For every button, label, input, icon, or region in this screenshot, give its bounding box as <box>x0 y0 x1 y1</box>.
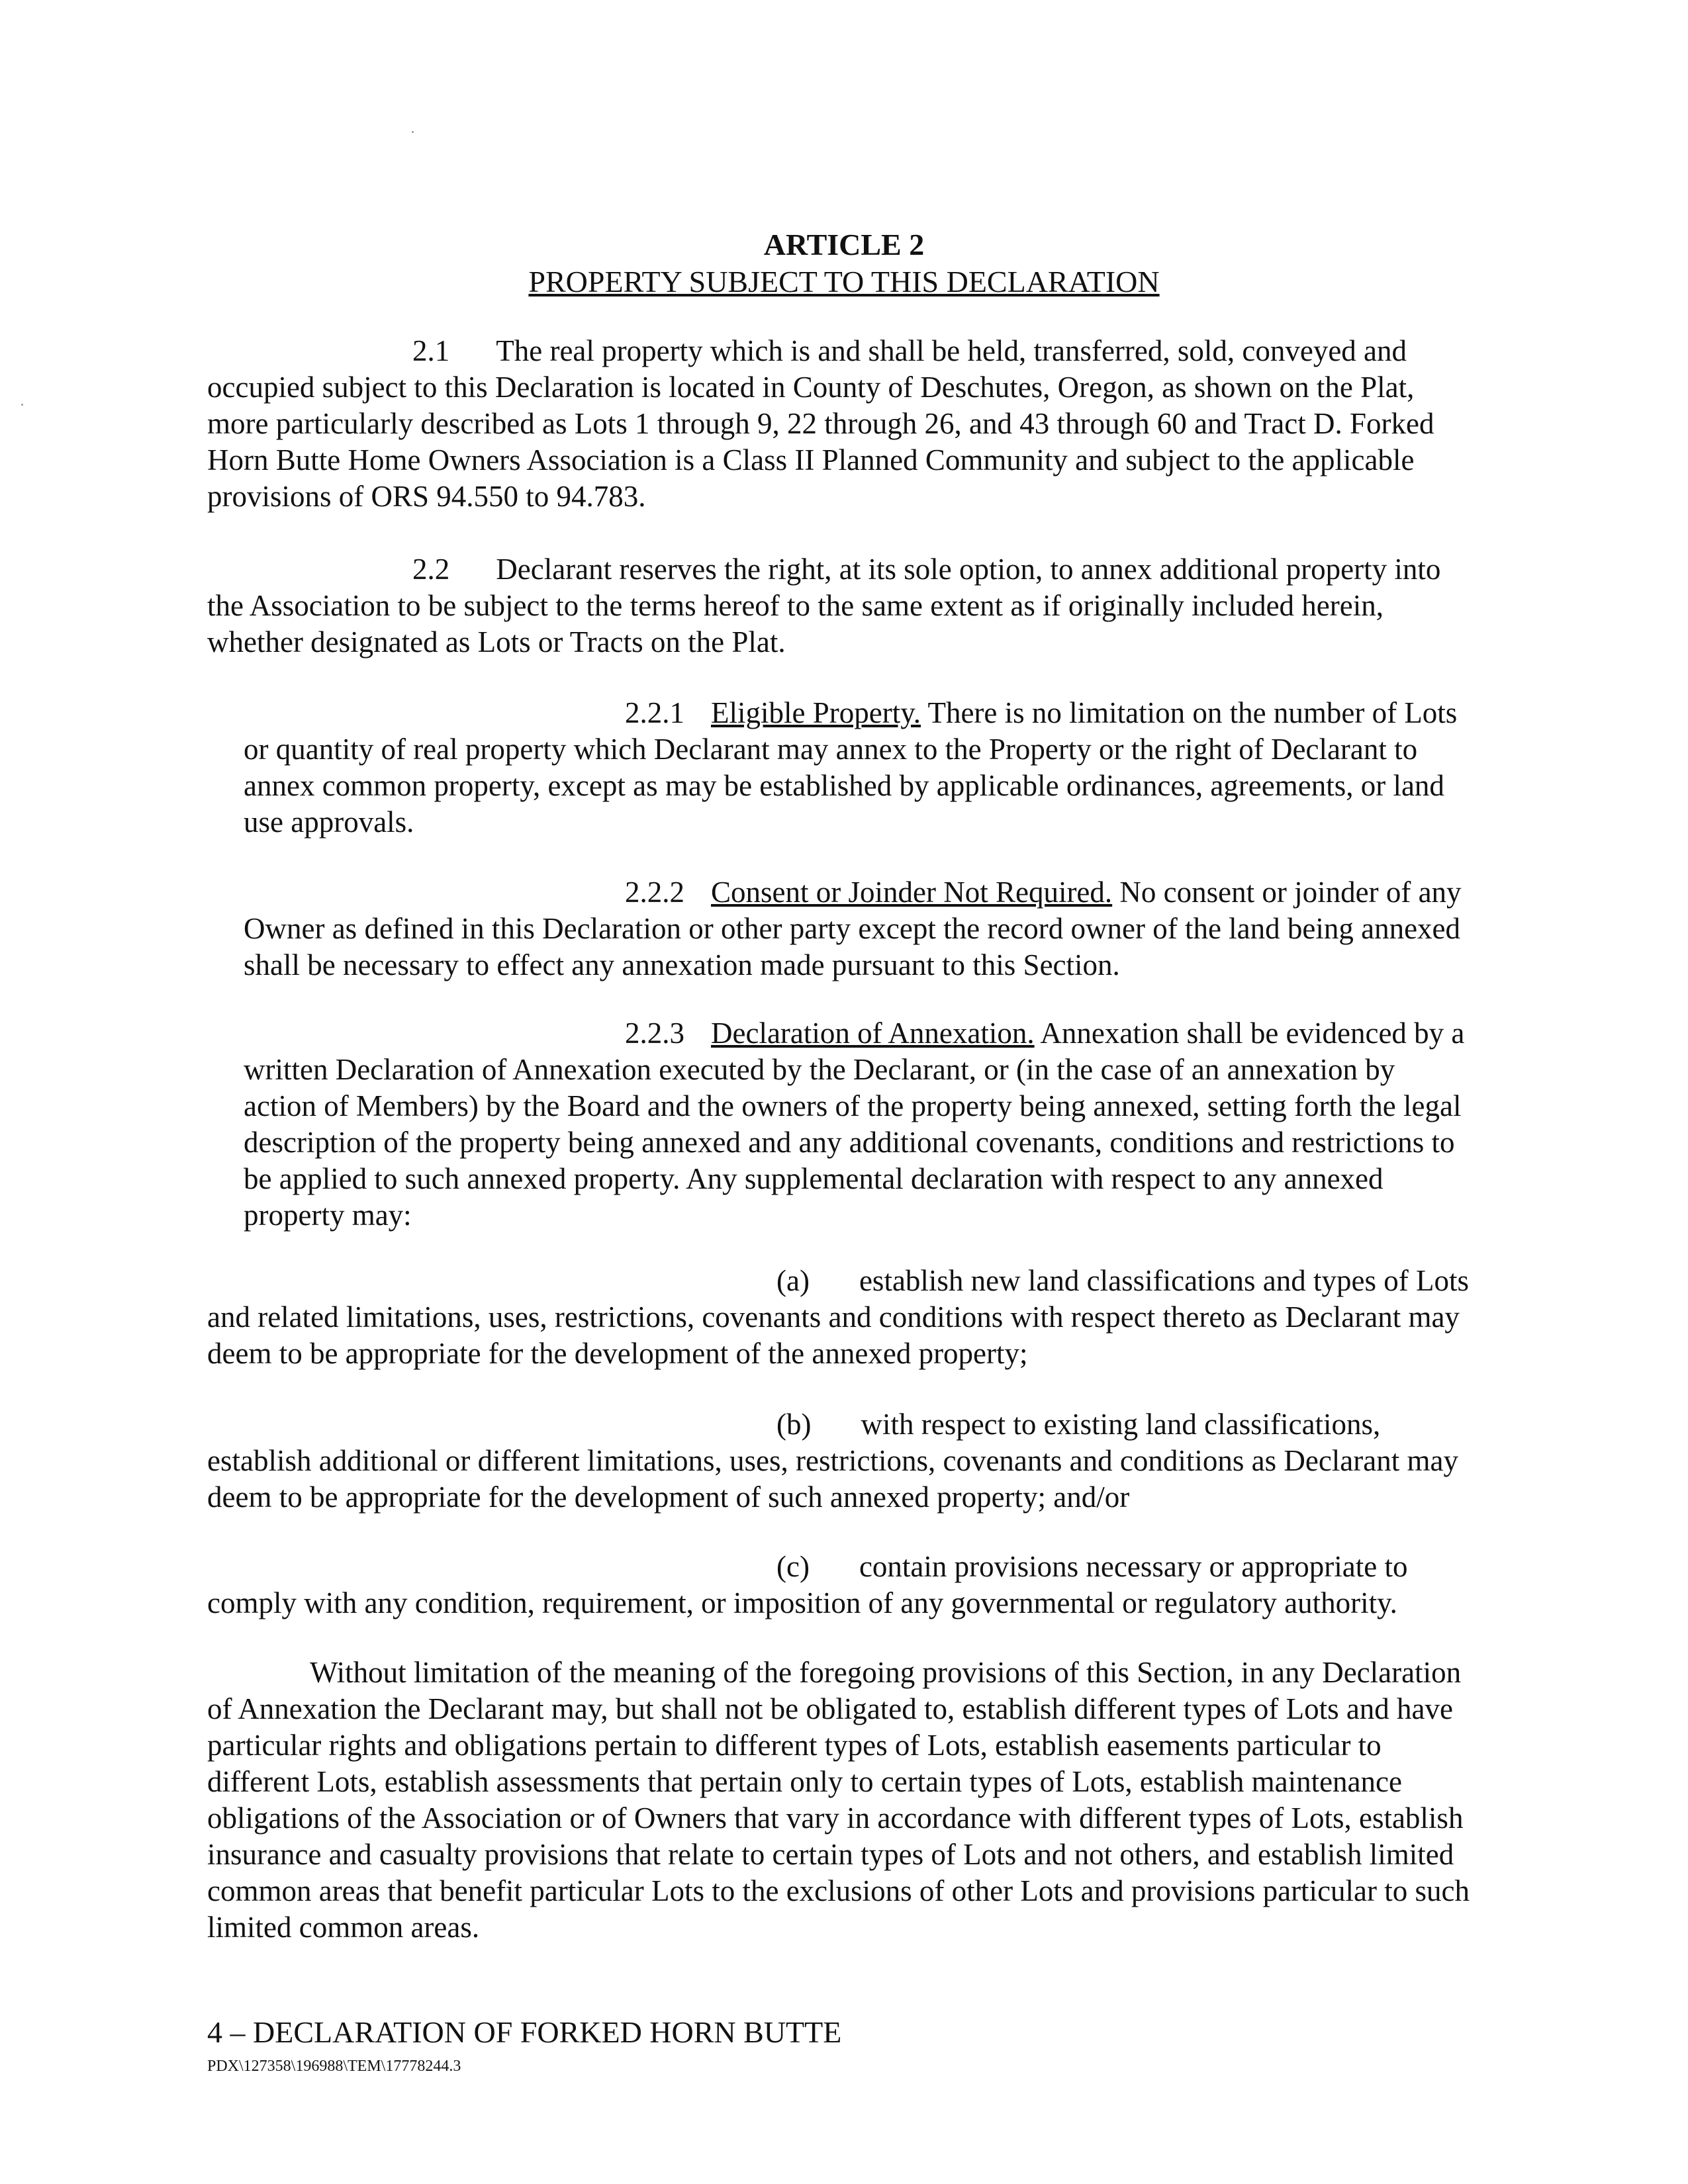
article-title: ARTICLE 2 <box>763 228 925 261</box>
scan-speck <box>412 131 414 133</box>
section-2-2 <box>207 551 1472 660</box>
section-2-2-1 <box>244 695 1475 841</box>
list-item-b <box>207 1406 1472 1516</box>
section-2-1 <box>207 333 1472 515</box>
footer-page-label: 4 – DECLARATION OF FORKED HORN BUTTE <box>207 2015 842 2049</box>
list-text: contain provisions necessary or appropriate to comply with any condition, requirement, or imposition of any governmental or regulatory authority. <box>207 1550 1408 1619</box>
section-number: 2.2.2 <box>625 876 684 909</box>
scan-speck <box>21 404 23 406</box>
section-number: 2.2 <box>412 553 450 586</box>
section-text: The real property which is and shall be held, transferred, sold, conveyed and occupied subject to this Declaration is located in County of Deschutes, Oregon, as shown on the Plat, more particularly described as Lots 1 through 9, 22 through 26, and 43 through 60 and Tract D. Forked Horn Butte Home Owners Association is a Class II Planned Community and subject to the applicable provisions of ORS 94.550 to 94.783. <box>207 334 1434 513</box>
list-text: with respect to existing land classifications, establish additional or different limitations, uses, restrictions, covenants and conditions as Declarant may deem to be appropriate for the development of such annexed property; and/or <box>207 1408 1458 1514</box>
section-heading: Eligible Property. <box>711 696 921 729</box>
section-text: There is no limitation on the number of Lots or quantity of real property which Declarant may annex to the Property or the right of Declarant to annex common property, except as may be established by applicable ordinances, agreements, or land use approvals. <box>244 696 1458 839</box>
footer-doc-code: PDX\127358\196988\TEM\17778244.3 <box>207 2058 461 2075</box>
list-item-a <box>207 1263 1472 1372</box>
section-heading: Consent or Joinder Not Required. <box>711 876 1113 909</box>
section-number: 2.2.1 <box>625 696 684 729</box>
section-number: 2.1 <box>412 334 450 367</box>
section-number: 2.2.3 <box>625 1017 684 1050</box>
section-text: Declarant reserves the right, at its sole option, to annex additional property into the Association to be subject to the terms hereof to the same extent as if originally included herein, whether designated as Lots or Tracts on the Plat. <box>207 553 1441 659</box>
list-item-c <box>207 1549 1472 1621</box>
closing-paragraph <box>207 1655 1472 1946</box>
list-label: (b) <box>776 1408 812 1441</box>
section-heading: Declaration of Annexation. <box>711 1017 1035 1050</box>
list-text: establish new land classifications and types of Lots and related limitations, uses, restrictions, covenants and conditions with respect thereto as Declarant may deem to be appropriate for the development of the annexed property; <box>207 1264 1470 1370</box>
closing-text: Without limitation of the meaning of the foregoing provisions of this Section, in any Declaration of Annexation the Declarant may, but shall not be obligated to, establish different types of Lots and have particular rights and obligations pertain to different types of Lots, establish easements particular to different Lots, establish assessments that pertain only to certain types of Lots, establish maintenance obligations of the Association or of Owners that vary in accordance with different types of Lots, establish insurance and casualty provisions that relate to certain types of Lots and not others, and establish limited common areas that benefit particular Lots to the exclusions of other Lots and provisions particular to such limited common areas. <box>207 1656 1470 1944</box>
section-2-2-2 <box>244 874 1475 983</box>
article-subtitle: PROPERTY SUBJECT TO THIS DECLARATION <box>528 265 1160 298</box>
section-2-2-3 <box>244 1015 1475 1234</box>
section-text: Annexation shall be evidenced by a written Declaration of Annexation executed by the Declarant, or (in the case of an annexation by action of Members) by the Board and the owners of the property being annexed, setting forth the legal description of the property being annexed and any additional covenants, conditions and restrictions to be applied to such annexed property. Any supplemental declaration with respect to any annexed property may: <box>244 1017 1465 1232</box>
section-text: No consent or joinder of any Owner as defined in this Declaration or other party except the record owner of the land being annexed shall be necessary to effect any annexation made pursuant to this Section. <box>244 876 1462 981</box>
list-label: (a) <box>776 1264 810 1297</box>
list-label: (c) <box>776 1550 810 1583</box>
